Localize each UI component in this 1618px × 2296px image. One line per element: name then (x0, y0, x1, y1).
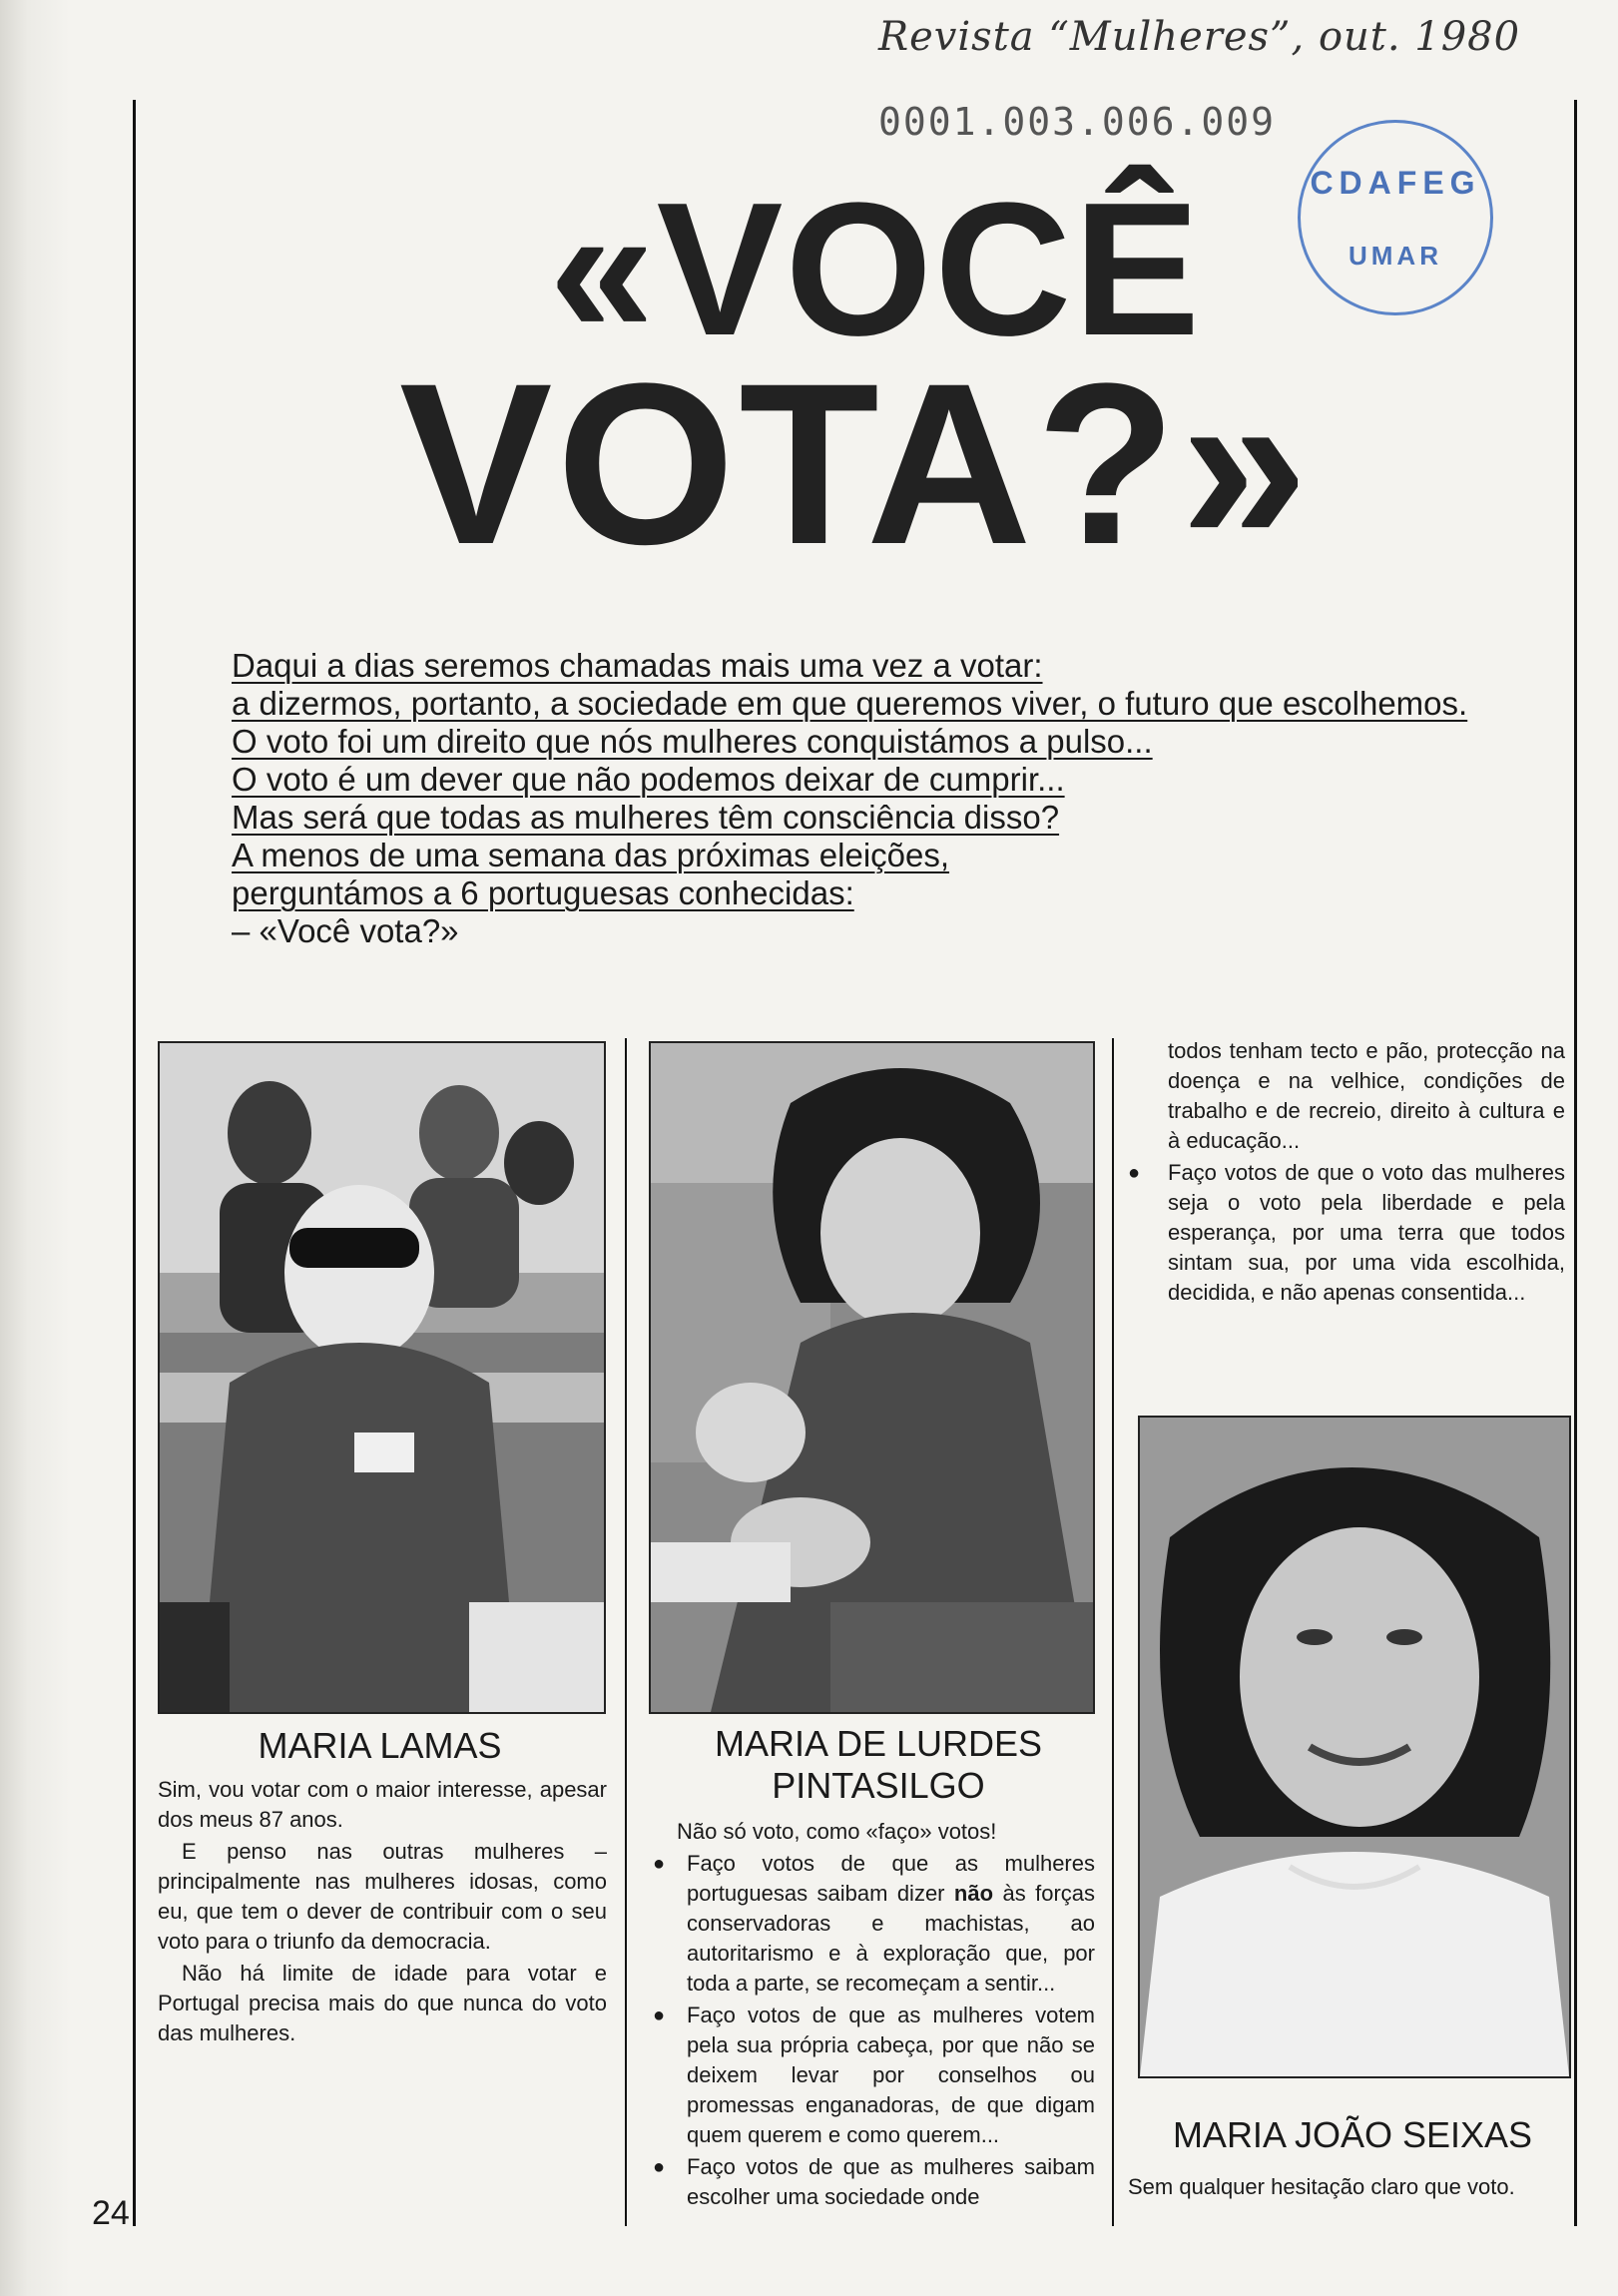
bullet-paragraph: ● Faço votos de que as mulheres votem pela sua própria cabeça, por que não se deixem levar por conselhos ou promessas enganadoras, de que digam quem querem e como querem... (651, 2001, 1095, 2150)
photo-maria-de-lurdes-pintasilgo (649, 1041, 1095, 1714)
photo-maria-lamas (158, 1041, 606, 1714)
paragraph: Não há limite de idade para votar e Portugal precisa mais do que nunca do voto das mulheres. (158, 1961, 607, 2045)
stamp-bottom-text: UMAR (1348, 241, 1442, 271)
bullet-paragraph: ● Faço votos de que as mulheres saibam escolher uma sociedade onde (651, 2152, 1095, 2212)
name-maria-joao-seixas: MARIA JOÃO SEIXAS (1172, 2114, 1533, 2155)
column-rule-2 (1112, 1038, 1114, 2226)
bold-word: não (953, 1881, 994, 1906)
intro-line: – «Você vota?» (232, 912, 459, 949)
text-maria-lamas (158, 1775, 607, 2050)
photo-maria-joao-seixas (1138, 1416, 1571, 2078)
paragraph: E penso nas outras mulheres – principalmente nas mulheres idosas, como eu, que tem o dever de contribuir com o seu voto para o triunfo da democracia. (158, 1839, 607, 1954)
paragraph: Sim, vou votar com o maior interesse, apesar dos meus 87 anos. (158, 1777, 607, 1832)
right-frame-rule (1574, 100, 1577, 2226)
page-number: 24 (92, 2194, 130, 2232)
bullet-text: Faço votos de que as mulheres portuguesas saibam dizer (687, 1851, 1095, 1906)
intro-paragraph (232, 647, 1569, 950)
stamp-top-text: CDAFEG (1310, 165, 1481, 201)
bullet-paragraph (651, 1849, 1095, 1999)
intro-line: Daqui a dias seremos chamadas mais uma vez a votar: (232, 647, 1043, 684)
left-frame-rule (133, 100, 136, 2226)
text-continuation (1126, 1036, 1565, 1310)
column-rule-1 (625, 1038, 627, 2226)
intro-line: Mas será que todas as mulheres têm consciência disso? (232, 799, 1060, 836)
intro-line: A menos de uma semana das próximas eleições, (232, 837, 950, 873)
archive-stamp (1298, 120, 1493, 315)
continuation-paragraph: todos tenham tecto e pão, protecção na doença e na velhice, condições de trabalho e de recreio, direito à cultura e à educação... (1168, 1038, 1565, 1153)
name-maria-lamas: MARIA LAMAS (258, 1725, 502, 1766)
text-maria-de-lurdes-pintasilgo (651, 1817, 1095, 2214)
page-gutter (0, 0, 70, 2296)
handwritten-note: Revista “Mulheres”, out. 1980 (878, 14, 1521, 60)
bullet-text: às forças conservadoras e machistas, ao autoritarismo e à exploração que, por toda a parte, se recomeçam a sentir... (687, 1881, 1096, 1996)
reference-code: 0001.003.006.009 (878, 100, 1277, 144)
intro-line: perguntámos a 6 portuguesas conhecidas: (232, 874, 854, 911)
bullet-paragraph: ● Faço votos de que o voto das mulheres seja o voto pela liberdade e pela esperança, por uma terra que todos sintam sua, por uma vida escolhida, decidida, e não apenas consentida... (1126, 1158, 1565, 1308)
headline-line-1: «VOCÊ (549, 164, 1203, 375)
intro-line: O voto foi um direito que nós mulheres conquistámos a pulso... (232, 723, 1153, 760)
name-maria-de-lurdes-pintasilgo: MARIA DE LURDES PINTASILGO (714, 1723, 1043, 1806)
intro-line: Não só voto, como «faço» votos! (677, 1819, 997, 1844)
text-maria-joao-seixas: Sem qualquer hesitação claro que voto. (1128, 2174, 1515, 2199)
intro-line: O voto é um dever que não podemos deixar de cumprir... (232, 761, 1065, 798)
headline-line-2: VOTA?» (399, 335, 1313, 592)
intro-line: a dizermos, portanto, a sociedade em que queremos viver, o futuro que escolhemos. (232, 685, 1468, 722)
